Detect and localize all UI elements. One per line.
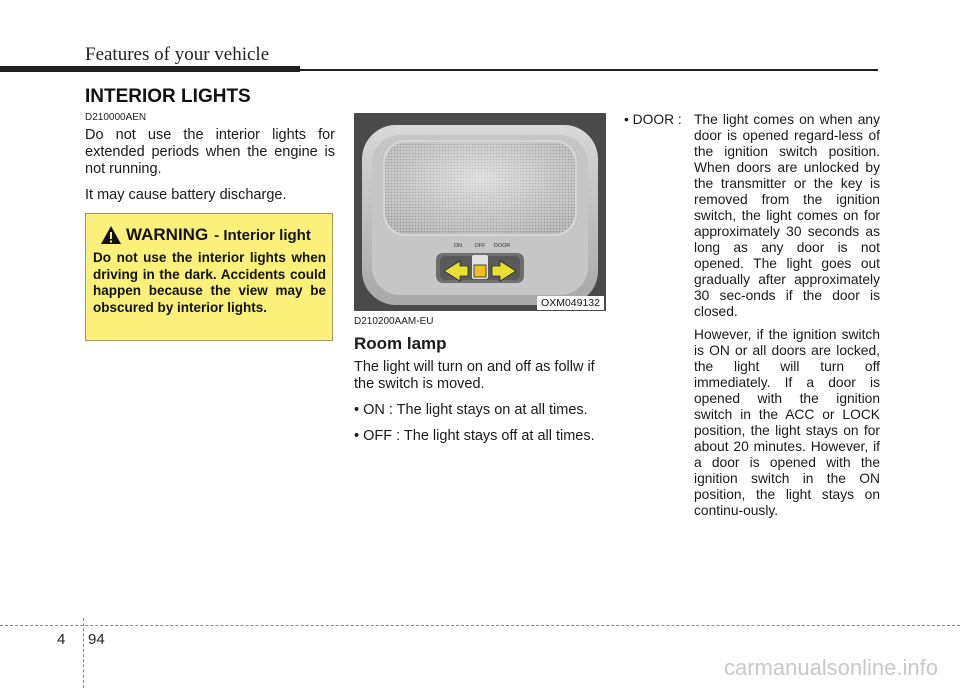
door-row <box>624 112 880 320</box>
warning-body: Do not use the interior lights when driving in the dark. Accidents could happen because the view may be obscured by interior lights. <box>93 250 326 315</box>
intro-para-2: It may cause battery discharge. <box>85 187 287 203</box>
section-title: INTERIOR LIGHTS <box>85 86 251 107</box>
room-lamp-column <box>354 316 608 445</box>
header-bar <box>0 66 300 72</box>
room-lamp-code: D210200AAM-EU <box>354 316 434 327</box>
header-title: Features of your vehicle <box>85 44 270 65</box>
intro-code: D210000AEN <box>85 112 147 123</box>
door-label: • DOOR : <box>624 112 682 127</box>
intro-column <box>85 112 335 204</box>
indicator-square <box>474 265 486 277</box>
intro-para-1: Do not use the interior lights for extended periods when the engine is not running. <box>85 127 335 177</box>
header-rule <box>300 69 878 71</box>
warning-triangle-icon <box>100 225 122 245</box>
footer-vertical-rule <box>83 618 84 688</box>
door-column <box>624 112 880 519</box>
on-item: • ON : The light stays on at all times. <box>354 402 588 418</box>
off-item: • OFF : The light stays off at all times. <box>354 428 595 444</box>
footer-rule <box>0 625 960 626</box>
warning-header <box>100 225 311 245</box>
room-lamp-illustration <box>354 113 606 311</box>
warning-box <box>85 213 333 341</box>
warning-word: WARNING <box>126 225 209 244</box>
door-para-2: However, if the ignition switch is ON or all doors are locked, the light will turn off immediately. If a door is opened with the ignition switch in the ACC or LOCK position, the light stays on for about 20 minutes. However, if a door is opened with the ignition switch in the ON position, the light stays on continu-ously. <box>694 327 880 518</box>
switch-label-on: ON <box>453 243 463 249</box>
switch-label-off: OFF <box>474 243 486 249</box>
room-lamp-title: Room lamp <box>354 334 447 353</box>
door-para-1: The light comes on when any door is opened regard-less of the ignition switch position. When doors are unlocked by the transmitter or the key is removed from the ignition switch, the light comes on for approximately 30 seconds as long as any door is not opened. The light goes out gradually after approximately 30 sec-onds if the door is closed. <box>694 112 880 319</box>
room-lamp-photo <box>354 113 606 311</box>
switch-label-door: DOOR <box>493 243 511 249</box>
watermark: carmanualsonline.info <box>723 655 938 680</box>
warning-subtitle: - Interior light <box>214 226 311 244</box>
room-lamp-intro: The light will turn on and off as follw if the switch is moved. <box>354 359 595 392</box>
page-number: 94 <box>88 631 105 648</box>
section-number: 4 <box>57 631 66 648</box>
photo-caption: OXM049132 <box>537 296 604 310</box>
